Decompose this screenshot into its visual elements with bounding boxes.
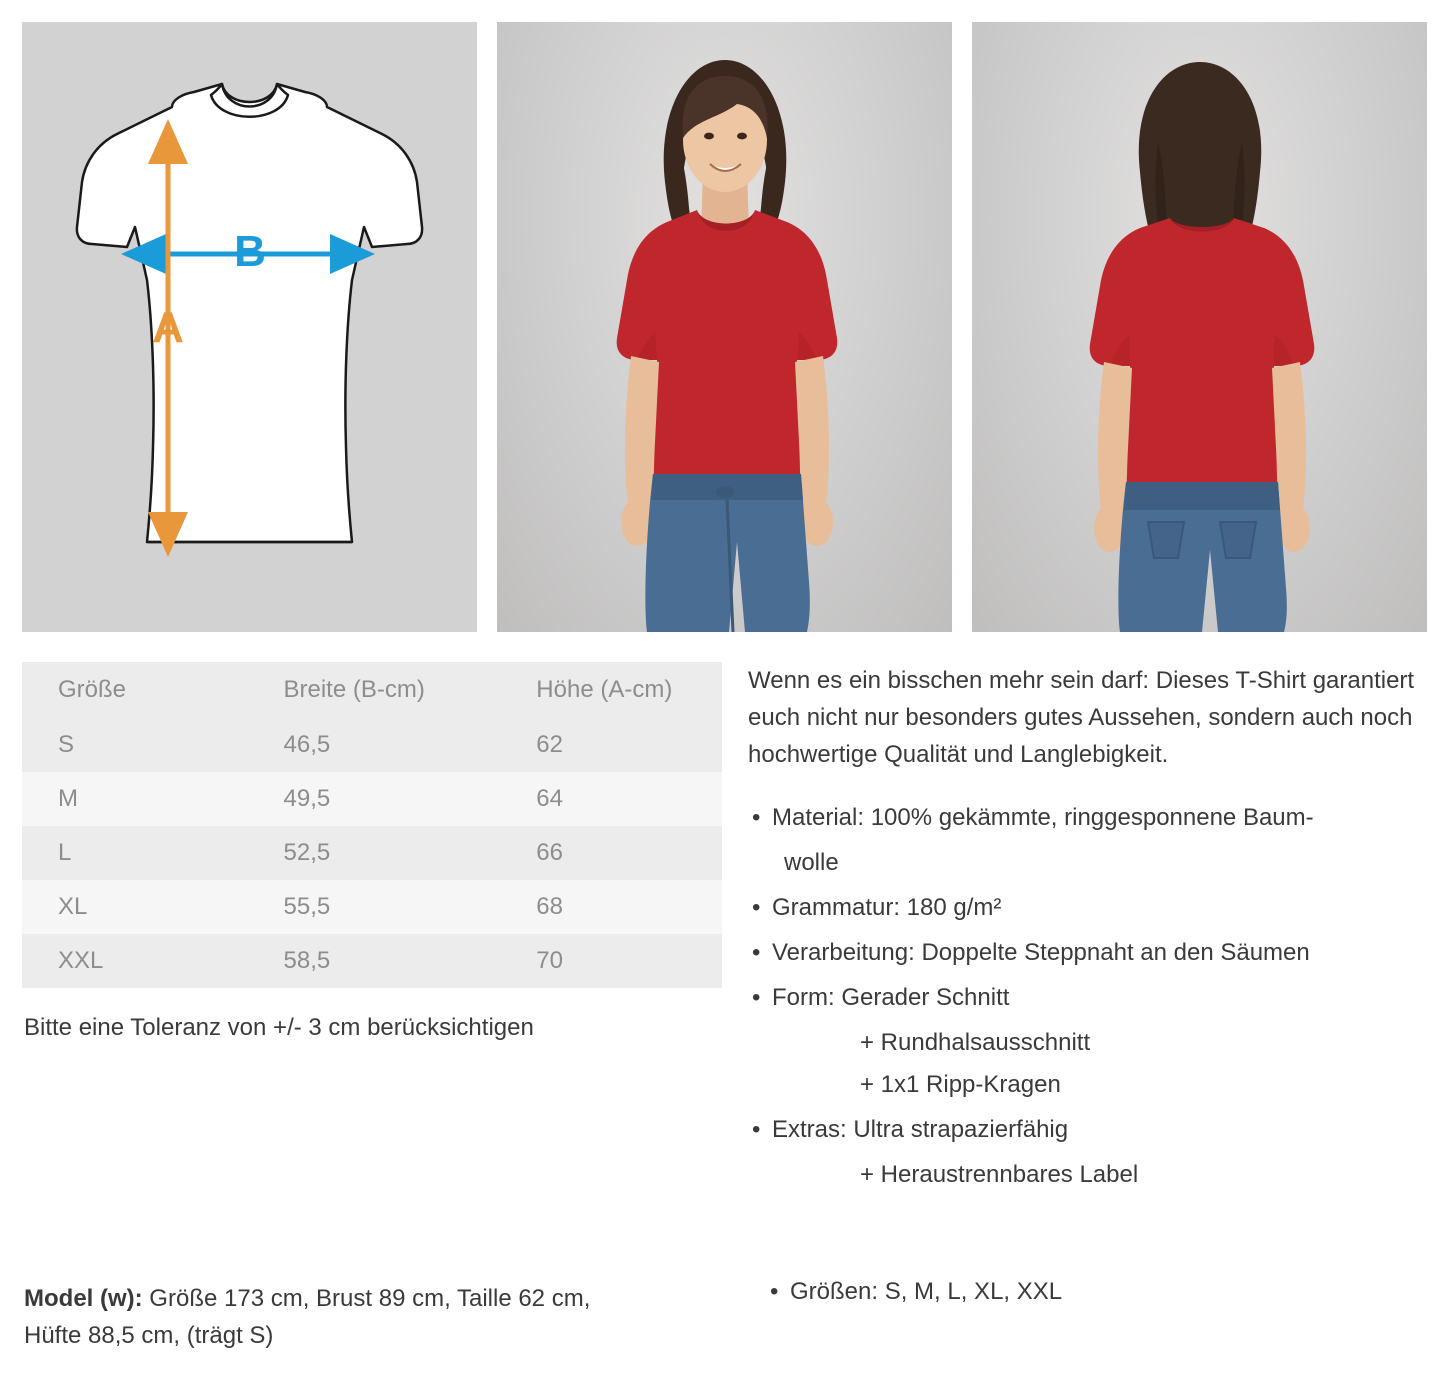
table-row xyxy=(22,934,722,988)
list-item: + Heraustrennbares Label xyxy=(860,1160,1139,1188)
cell-height: 68 xyxy=(500,880,722,934)
list-item: wolle xyxy=(784,848,839,876)
model-back-illustration xyxy=(972,22,1427,632)
details-section xyxy=(0,632,1455,1199)
model-back-photo xyxy=(972,22,1427,632)
cell-width: 52,5 xyxy=(248,826,501,880)
model-front-illustration xyxy=(497,22,952,632)
size-chart-table xyxy=(22,662,722,988)
list-item: + 1x1 Ripp-Kragen xyxy=(860,1070,1061,1098)
table-row xyxy=(22,880,722,934)
cell-size: L xyxy=(22,826,248,880)
diagram-label-b: B xyxy=(234,227,266,276)
tshirt-measurement-diagram xyxy=(22,22,477,632)
description-column xyxy=(748,662,1433,1199)
tolerance-note: Bitte eine Toleranz von +/- 3 cm berücksichtigen xyxy=(24,1014,534,1041)
diagram-label-a: A xyxy=(152,303,184,352)
list-item: • Material: 100% gekämmte, ringgesponnene Baum- xyxy=(748,800,1433,836)
cell-size: S xyxy=(22,718,248,772)
cell-width: 55,5 xyxy=(248,880,501,934)
model-line-1: Größe 173 cm, Brust 89 cm, Taille 62 cm, xyxy=(142,1284,591,1312)
column-header-height: Höhe (A-cm) xyxy=(500,662,722,718)
size-table-column xyxy=(22,662,722,1199)
feature-list xyxy=(748,800,1433,1193)
list-item: + Rundhalsausschnitt xyxy=(860,1028,1091,1056)
cell-width: 58,5 xyxy=(248,934,501,988)
model-line-2: Hüfte 88,5 cm, (trägt S) xyxy=(24,1321,274,1349)
table-row xyxy=(22,718,722,772)
available-sizes-line: • Größen: S, M, L, XL, XXL xyxy=(766,1278,1062,1306)
cell-height: 70 xyxy=(500,934,722,988)
cell-size: XL xyxy=(22,880,248,934)
cell-width: 49,5 xyxy=(248,772,501,826)
table-row xyxy=(22,772,722,826)
model-measurements xyxy=(24,1280,724,1354)
product-image-row xyxy=(0,0,1455,632)
column-header-width: Breite (B-cm) xyxy=(248,662,501,718)
list-item: • Verarbeitung: Doppelte Steppnaht an den Säumen xyxy=(748,935,1433,971)
column-header-size: Größe xyxy=(22,662,248,718)
list-item: • Grammatur: 180 g/m² xyxy=(748,890,1433,926)
tshirt-outline-icon xyxy=(22,22,477,632)
back-photo-background xyxy=(972,22,1427,632)
list-item: • Extras: Ultra strapazierfähig xyxy=(748,1112,1433,1148)
model-label: Model (w): xyxy=(24,1284,143,1312)
cell-height: 66 xyxy=(500,826,722,880)
table-header-row xyxy=(22,662,722,718)
product-intro-text: Wenn es ein bisschen mehr sein darf: Dieses T-Shirt garantiert euch nicht nur besonders gutes Aussehen, sondern auch noch hochwertige Qualität und Langlebigkeit. xyxy=(748,667,1415,769)
cell-width: 46,5 xyxy=(248,718,501,772)
cell-size: M xyxy=(22,772,248,826)
cell-size: XXL xyxy=(22,934,248,988)
table-row xyxy=(22,826,722,880)
cell-height: 64 xyxy=(500,772,722,826)
front-photo-background xyxy=(497,22,952,632)
list-item: • Form: Gerader Schnitt xyxy=(748,980,1433,1016)
model-front-photo xyxy=(497,22,952,632)
cell-height: 62 xyxy=(500,718,722,772)
